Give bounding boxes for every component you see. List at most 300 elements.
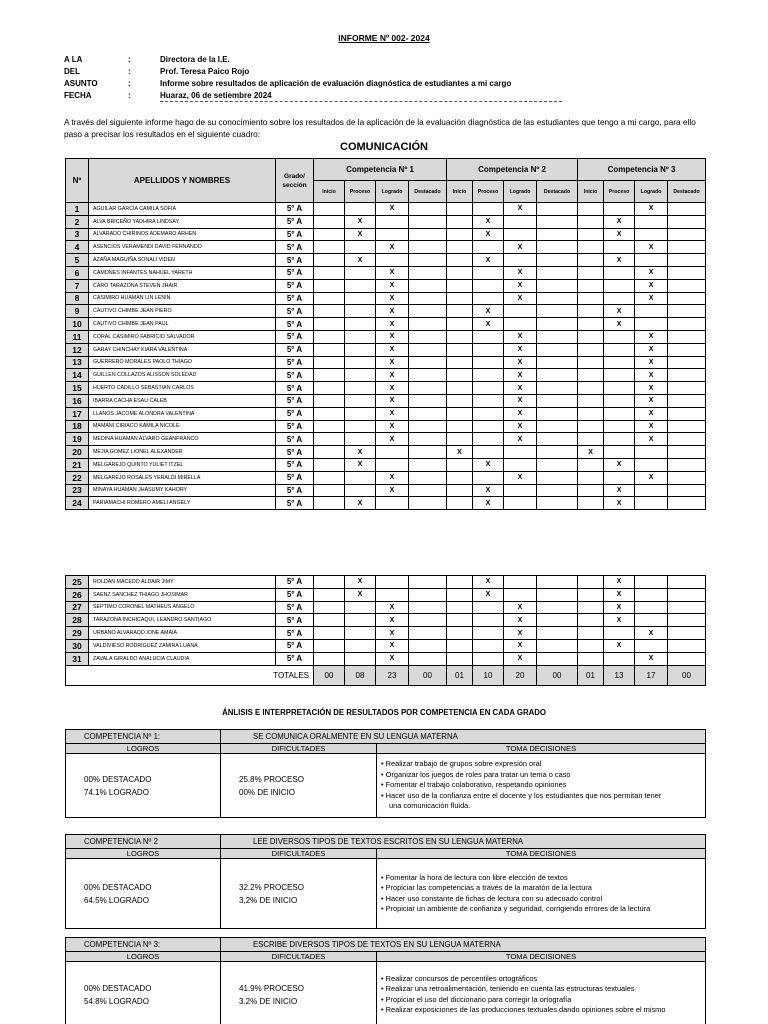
level-cell: X [376,330,409,343]
level-cell [314,588,345,601]
level-cell [537,266,578,279]
total-cell: 08 [345,665,376,685]
student-name: LLANOS JACOME ALONDRA VALENTINA [89,407,276,420]
row-number: 26 [66,588,89,601]
level-cell: X [504,471,537,484]
competencia-label: COMPETENCIA Nº 2 [66,835,221,849]
level-cell [473,356,504,369]
level-cell [668,394,706,407]
level-header: Logrado [504,181,537,203]
table-row [66,356,706,369]
level-cell: X [376,407,409,420]
decision-item: • Realizar trabajo de grupos sobre expresión oral [381,759,701,770]
level-cell [345,382,376,395]
level-cell [504,484,537,497]
level-cell: X [635,433,668,446]
level-cell: X [504,420,537,433]
level-cell [314,458,345,471]
level-cell [473,343,504,356]
level-cell [604,241,635,254]
level-cell [473,614,504,627]
decision-item: • Propiciar un ambiente de confianza y seguridad, corrigiendo errores de la lectura [381,904,701,915]
level-cell: X [635,652,668,665]
level-cell [345,420,376,433]
student-name: ALVA BRICEÑO YADHIRA LINDSAY [89,215,276,228]
level-cell [345,433,376,446]
competencia-name: LEE DIVERSOS TIPOS DE TEXTOS ESCRITOS EN SU LENGUA MATERNA [221,835,706,849]
level-cell [635,497,668,510]
level-cell [668,576,706,589]
level-cell: X [376,484,409,497]
level-cell [537,588,578,601]
student-grade: 5° A [276,407,314,420]
level-cell: X [635,407,668,420]
level-cell [447,330,473,343]
total-cell: 13 [604,665,635,685]
level-cell [345,627,376,640]
student-grade: 5° A [276,588,314,601]
competencia-label: COMPETENCIA Nº 3: [66,938,221,952]
level-cell [409,433,447,446]
row-number: 18 [66,420,89,433]
table-row [66,369,706,382]
level-cell [578,369,604,382]
total-cell: 00 [409,665,447,685]
level-cell [376,497,409,510]
level-cell [668,330,706,343]
level-cell: X [635,627,668,640]
level-cell [345,292,376,305]
student-name: HUERTO CADILLO SEBASTIAN CARLOS [89,382,276,395]
level-cell [604,266,635,279]
level-cell [668,433,706,446]
row-number: 2 [66,215,89,228]
level-cell [537,318,578,331]
level-cell [578,484,604,497]
col-name-header: APELLIDOS Y NOMBRES [89,159,276,203]
level-cell: X [635,343,668,356]
level-cell [409,343,447,356]
level-cell: X [604,318,635,331]
level-cell: X [504,382,537,395]
dificultades-header: DIFICULTADES [221,952,377,962]
student-name: ALVARADO CHIRINOS ADEMARO ARHEN [89,228,276,241]
table-row [66,343,706,356]
level-cell [537,458,578,471]
level-cell [604,407,635,420]
student-name: ROLDAN MACEDO ALDAIR JIMY [89,576,276,589]
level-cell [314,394,345,407]
table-row [66,484,706,497]
table-row [66,446,706,459]
level-cell [635,305,668,318]
level-cell [447,484,473,497]
level-cell [604,446,635,459]
level-cell [473,279,504,292]
student-grade: 5° A [276,433,314,446]
row-number: 29 [66,627,89,640]
level-cell: X [504,292,537,305]
level-cell [473,407,504,420]
level-cell: X [376,382,409,395]
level-cell [447,279,473,292]
level-cell [409,382,447,395]
level-cell [668,254,706,267]
total-cell: 00 [537,665,578,685]
level-cell [409,471,447,484]
level-cell [635,228,668,241]
level-cell [604,343,635,356]
level-cell [668,627,706,640]
row-number: 19 [66,433,89,446]
level-cell: X [345,497,376,510]
level-cell [409,318,447,331]
level-cell [409,241,447,254]
level-cell [578,497,604,510]
level-cell [537,241,578,254]
intro-paragraph: A través del siguiente informe hago de su conocimiento sobre los resultados de la aplicación de la evaluación diagnóstica de las estudiantes que tengo a mi cargo, para ello paso a precisar los resultados en el siguiente cuadro: [64,117,696,139]
level-cell [578,471,604,484]
level-cell: X [376,471,409,484]
student-name: TARAZONA INCHICAQUI, LEANDRO SANTIAGO [89,614,276,627]
level-cell: X [473,588,504,601]
level-cell [409,203,447,216]
level-cell [668,266,706,279]
level-cell [604,433,635,446]
student-name: URBANO ALVARADO IONE AMAIA [89,627,276,640]
level-cell [409,639,447,652]
level-header: Destacado [409,181,447,203]
level-cell [447,369,473,382]
level-cell [635,639,668,652]
level-cell [504,254,537,267]
level-cell: X [635,330,668,343]
row-number: 3 [66,228,89,241]
analysis-table-competencia-3 [65,937,706,1024]
student-name: AZAÑA MAGUIÑA SONALI VIDEN [89,254,276,267]
report-title: INFORME Nº 002- 2024 [338,33,430,43]
logro-item: 74.1% LOGRADO [84,787,149,797]
student-grade: 5° A [276,292,314,305]
level-cell [578,576,604,589]
level-cell: X [635,203,668,216]
level-header: Proceso [604,181,635,203]
row-number: 24 [66,497,89,510]
table-row [66,203,706,216]
student-name: GARAY CHINCHAY KIARA VALENTINA [89,343,276,356]
level-cell [578,407,604,420]
level-cell [504,305,537,318]
decision-item: • Fomentar la hora de lectura con libre elección de textos [381,873,701,884]
level-cell [668,382,706,395]
level-cell [578,356,604,369]
level-cell [473,369,504,382]
level-cell [409,484,447,497]
level-cell [447,407,473,420]
level-cell: X [604,601,635,614]
table-row [66,458,706,471]
table-row [66,420,706,433]
level-cell [447,420,473,433]
level-cell: X [473,228,504,241]
level-cell [345,343,376,356]
totals-label: TOTALES [66,665,314,685]
level-cell: X [345,458,376,471]
level-cell [409,652,447,665]
level-cell [473,601,504,614]
table-row [66,576,706,589]
level-cell: X [504,433,537,446]
level-cell: X [604,614,635,627]
level-cell [635,458,668,471]
level-cell [409,627,447,640]
student-name: SAENZ SANCHEZ THIAGO JHOSIMAR [89,588,276,601]
level-cell [473,203,504,216]
table-row [66,614,706,627]
level-cell [447,601,473,614]
level-cell: X [376,627,409,640]
level-cell [409,215,447,228]
level-cell: X [635,356,668,369]
level-cell [447,343,473,356]
level-cell: X [473,576,504,589]
table-row [66,407,706,420]
dificultad-item: 3,2% DE INICIO [239,895,298,905]
level-cell: X [473,305,504,318]
level-cell: X [504,241,537,254]
level-cell [604,394,635,407]
level-cell [345,394,376,407]
row-number: 16 [66,394,89,407]
level-cell: X [604,254,635,267]
level-cell: X [604,588,635,601]
level-cell [314,343,345,356]
student-grade: 5° A [276,305,314,318]
analysis-table-competencia-2 [65,834,706,929]
student-grade: 5° A [276,241,314,254]
competencia-name: ESCRIBE DIVERSOS TIPOS DE TEXTOS EN SU LENGUA MATERNA [221,938,706,952]
level-cell: X [473,215,504,228]
student-grade: 5° A [276,318,314,331]
student-name: CORAL CASIMIRO FABRICIO SALVADOR [89,330,276,343]
student-grade: 5° A [276,652,314,665]
level-cell [376,458,409,471]
level-cell [409,407,447,420]
logro-item: 00% DESTACADO [84,882,152,892]
competencia-2-header: Competencia Nº 2 [447,159,578,181]
level-cell [376,446,409,459]
level-cell [668,497,706,510]
level-cell [537,305,578,318]
student-grade: 5° A [276,627,314,640]
level-cell [635,446,668,459]
level-cell [447,588,473,601]
competencia-3-header: Competencia Nº 3 [578,159,706,181]
level-cell [473,420,504,433]
level-cell: X [345,228,376,241]
student-grade: 5° A [276,576,314,589]
level-cell: X [473,484,504,497]
level-cell [537,433,578,446]
row-number: 11 [66,330,89,343]
level-cell [447,639,473,652]
level-cell: X [504,279,537,292]
total-cell: 17 [635,665,668,685]
row-number: 12 [66,343,89,356]
level-cell [668,614,706,627]
decisiones-header: TOMA DECISIONES [377,744,706,754]
header-date: FECHA : Huaraz, 06 de setiembre 2024 [64,91,272,100]
level-cell [668,446,706,459]
total-cell: 01 [578,665,604,685]
level-cell [604,279,635,292]
decision-item: • Propiciar las competencias a través de la maratón de la lectura [381,883,701,894]
student-grade: 5° A [276,394,314,407]
dificultad-item: 25.8% PROCESO [239,774,304,784]
level-cell: X [376,241,409,254]
level-cell [409,369,447,382]
level-cell: X [635,382,668,395]
decision-item: • Hacer uso de la confianza entre el docente y los estudiantes que nos permitan tener [381,791,701,802]
level-cell [578,330,604,343]
student-name: IBARRA CACHA ESAU CALEB [89,394,276,407]
level-cell [668,471,706,484]
level-cell [668,652,706,665]
level-cell [473,639,504,652]
level-cell [578,639,604,652]
level-cell [447,215,473,228]
level-cell: X [376,266,409,279]
student-grade: 5° A [276,382,314,395]
student-grade: 5° A [276,266,314,279]
level-cell: X [376,369,409,382]
logros-header: LOGROS [66,952,221,962]
table-row [66,292,706,305]
level-cell [314,369,345,382]
level-cell [447,627,473,640]
row-number: 30 [66,639,89,652]
level-cell [578,458,604,471]
table-row [66,318,706,331]
level-cell [345,652,376,665]
student-name: GUERRERO MORALES PAOLO THIAGO [89,356,276,369]
table-row [66,228,706,241]
level-cell [537,639,578,652]
student-name: ASENCIOS VERAMENDI DAVID FERNANDO [89,241,276,254]
level-cell [635,614,668,627]
student-grade: 5° A [276,420,314,433]
level-cell [635,215,668,228]
level-cell: X [604,215,635,228]
row-number: 17 [66,407,89,420]
level-cell [473,241,504,254]
level-cell: X [376,343,409,356]
level-cell [668,588,706,601]
dificultad-item: 41.9% PROCESO [239,983,304,993]
level-cell: X [345,576,376,589]
table-row [66,330,706,343]
level-cell [578,343,604,356]
student-grade: 5° A [276,484,314,497]
student-name: CASIMIRO HUAMAN LIN LENIN [89,292,276,305]
level-cell: X [376,614,409,627]
total-cell: 20 [504,665,537,685]
level-cell: X [376,203,409,216]
level-cell [578,588,604,601]
level-cell [635,601,668,614]
table-row [66,627,706,640]
level-cell [668,215,706,228]
level-cell [668,484,706,497]
level-cell [668,601,706,614]
header-subject: ASUNTO : Informe sobre resultados de aplicación de evaluación diagnóstica de estudiantes a mi cargo [64,79,512,88]
level-cell [473,433,504,446]
level-cell [578,394,604,407]
level-cell [409,420,447,433]
level-cell [473,382,504,395]
level-cell [409,601,447,614]
level-cell [314,614,345,627]
level-cell [447,266,473,279]
student-name: CAMONES INFANTES NAHUEL YARETH [89,266,276,279]
level-cell [668,279,706,292]
level-cell [578,305,604,318]
level-cell: X [504,652,537,665]
level-cell [409,446,447,459]
level-cell [668,305,706,318]
level-cell [447,241,473,254]
level-cell [314,576,345,589]
level-cell: X [504,639,537,652]
total-cell: 23 [376,665,409,685]
student-grade: 5° A [276,330,314,343]
results-table-part1 [65,158,706,510]
level-cell [447,497,473,510]
student-grade: 5° A [276,458,314,471]
decision-item: • Realizar exposiciones de las producciones textuales dando opiniones sobre el mismo [381,1005,701,1016]
row-number: 21 [66,458,89,471]
level-cell [314,279,345,292]
level-cell [447,228,473,241]
level-cell [314,254,345,267]
level-cell: X [604,305,635,318]
total-cell: 00 [314,665,345,685]
level-cell: X [635,292,668,305]
level-cell: X [604,484,635,497]
level-cell [345,471,376,484]
level-cell [537,292,578,305]
level-cell [409,394,447,407]
table-row [66,266,706,279]
table-row [66,639,706,652]
level-cell [314,330,345,343]
level-cell [314,639,345,652]
level-cell [604,420,635,433]
decisiones-header: TOMA DECISIONES [377,849,706,859]
level-cell [314,433,345,446]
level-cell [604,627,635,640]
table-row [66,471,706,484]
table-row [66,215,706,228]
header-from: DEL : Prof. Teresa Paico Rojo [64,67,250,76]
level-cell [447,318,473,331]
student-name: GUILLEN COLLAZOS ALISSON SOLEDAD [89,369,276,382]
level-cell [376,576,409,589]
row-number: 22 [66,471,89,484]
header-divider [160,101,562,102]
level-cell: X [635,266,668,279]
student-name: VALDIVIESO RODRIGUEZ ZAMIRA LUANA [89,639,276,652]
